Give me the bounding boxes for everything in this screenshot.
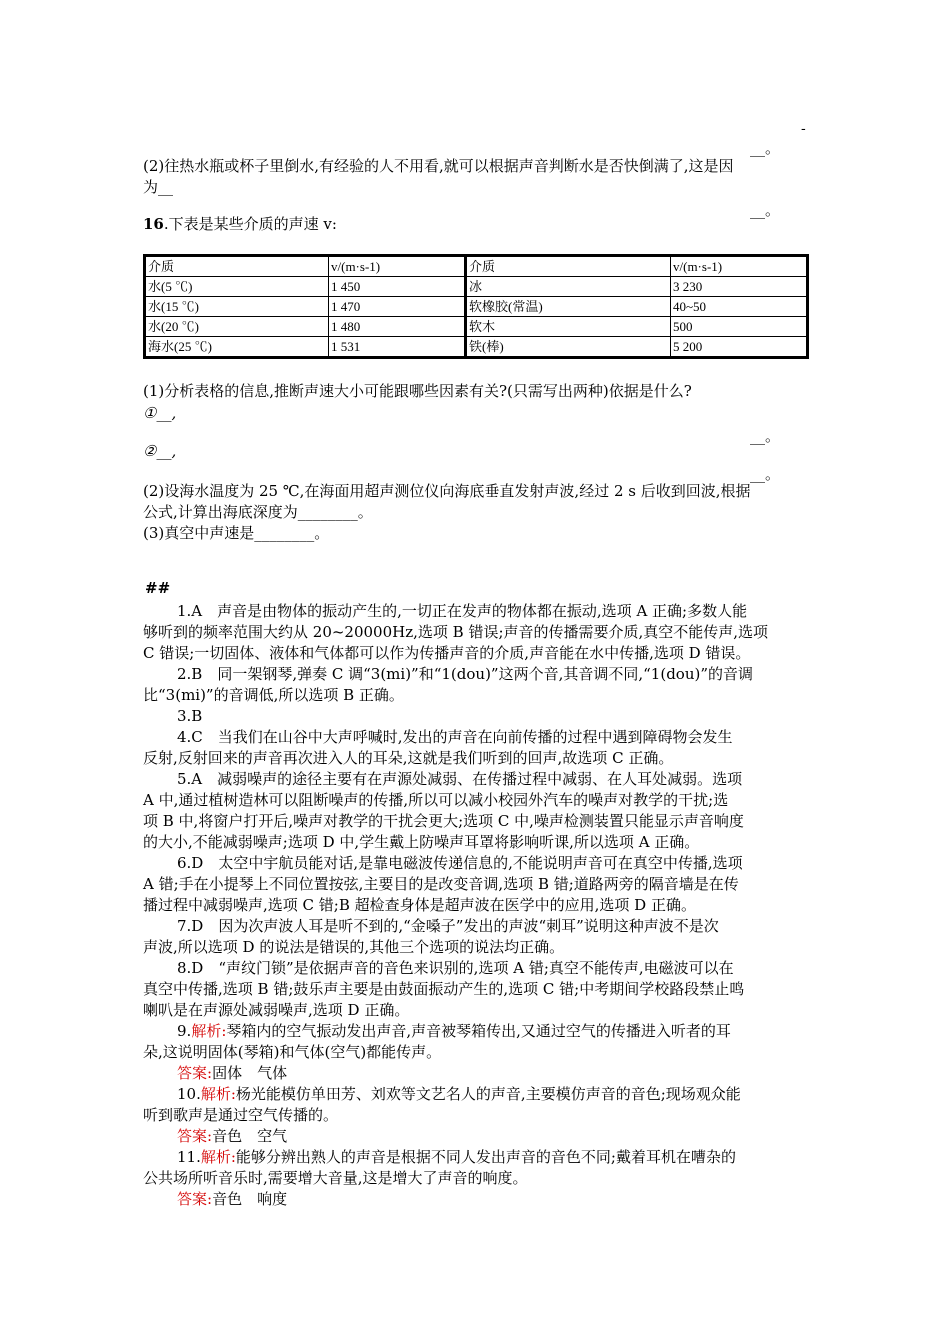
answer-blank-tail: __。 bbox=[749, 201, 780, 219]
answer-line: 1.A 声音是由物体的振动产生的,一切正在发声的物体都在振动,选项 A 正确;多数人能 bbox=[177, 602, 748, 620]
answer-line: 听到歌声是通过空气传播的。 bbox=[143, 1106, 339, 1124]
answer-line: 6.D 太空中宇航员能对话,是靠电磁波传递信息的,不能说明声音可在真空中传播,选项 bbox=[177, 854, 743, 872]
answer-number: 10. bbox=[177, 1085, 201, 1103]
analysis-label: 解析: bbox=[200, 1148, 236, 1166]
table-cell: 1 531 bbox=[329, 337, 466, 358]
table-cell: 1 450 bbox=[329, 277, 466, 297]
answer-number: 9. bbox=[177, 1022, 192, 1040]
sound-speed-table bbox=[143, 254, 809, 359]
table-header-cell: 介质 bbox=[466, 256, 671, 277]
table-cell: 冰 bbox=[466, 277, 671, 297]
answer-label: 答案: bbox=[177, 1190, 213, 1208]
table-row bbox=[145, 277, 808, 297]
answer-line bbox=[143, 1021, 731, 1042]
answer-line bbox=[143, 1189, 287, 1210]
table-header-cell: v/(m·s-1) bbox=[329, 256, 466, 277]
answer-line: 喇叭是在声源处减弱噪声,选项 D 正确。 bbox=[143, 1001, 410, 1019]
answer-line: 的大小,不能减弱噪声;选项 D 中,学生戴上防噪声耳罩将影响听课,所以选项 A 正确。 bbox=[143, 833, 700, 851]
table-cell: 水(5 ℃) bbox=[145, 277, 329, 297]
answer-line: 项 B 中,将窗户打开后,噪声对教学的干扰会更大;选项 C 中,噪声检测装置只能显示声音响度 bbox=[143, 812, 744, 830]
table-header-cell: v/(m·s-1) bbox=[671, 256, 808, 277]
table-cell: 3 230 bbox=[671, 277, 808, 297]
answer-label: 答案: bbox=[177, 1064, 213, 1082]
answer-line bbox=[143, 1126, 287, 1147]
table-cell: 软木 bbox=[466, 317, 671, 337]
answer-line: 4.C 当我们在山谷中大声呼喊时,发出的声音在向前传播的过程中遇到障碍物会发生 bbox=[177, 728, 733, 746]
answer-line bbox=[143, 1084, 741, 1105]
answer-line: 8.D “声纹门锁”是依据声音的音色来识别的,选项 A 错;真空不能传声,电磁波可以在 bbox=[177, 959, 734, 977]
table-row bbox=[145, 337, 808, 358]
answer-line: A 中,通过植树造林可以阻断噪声的传播,所以可以减小校园外汽车的噪声对教学的干扰;选 bbox=[143, 791, 729, 809]
answer-line: A 错;手在小提琴上不同位置按弦,主要目的是改变音调,选项 B 错;道路两旁的隔音墙是在传 bbox=[143, 875, 739, 893]
analysis-text: 杨光能模仿单田芳、刘欢等文艺名人的声音,主要模仿声音的音色;现场观众能 bbox=[235, 1085, 741, 1103]
answer-line: 公共场所听音乐时,需要增大音量,这是增大了声音的响度。 bbox=[143, 1169, 528, 1187]
answer-blank-tail: __。 bbox=[749, 465, 780, 483]
answer-label: 答案: bbox=[177, 1127, 213, 1145]
question-16-title bbox=[143, 214, 337, 234]
table-cell: 1 470 bbox=[329, 297, 466, 317]
table-cell: 1 480 bbox=[329, 317, 466, 337]
question-16-part1: (1)分析表格的信息,推断声速大小可能跟哪些因素有关?(只需写出两种)依据是什么? bbox=[143, 382, 692, 400]
answer-line: 够听到的频率范围大约从 20~20000Hz,选项 B 错误;声音的传播需要介质,真空不能传声,选项 bbox=[143, 623, 769, 641]
table-cell: 软橡胶(常温) bbox=[466, 297, 671, 317]
analysis-label: 解析: bbox=[200, 1085, 236, 1103]
answer-line: 5.A 减弱噪声的途径主要有在声源处减弱、在传播过程中减弱、在人耳处减弱。选项 bbox=[177, 770, 743, 788]
table-row bbox=[145, 317, 808, 337]
question-16-part2-line2: 公式,计算出海底深度为________。 bbox=[143, 503, 373, 521]
question-16-part3: (3)真空中声速是________。 bbox=[143, 524, 330, 542]
answer-line: 声波,所以选项 D 的说法是错误的,其他三个选项的说法均正确。 bbox=[143, 938, 565, 956]
table-cell: 40~50 bbox=[671, 297, 808, 317]
answers-marker: ## bbox=[145, 579, 171, 597]
answer-number: 11. bbox=[177, 1148, 201, 1166]
analysis-label: 解析: bbox=[191, 1022, 227, 1040]
answer-line: 真空中传播,选项 B 错;鼓乐声主要是由鼓面振动产生的,选项 C 错;中考期间学校路段禁止鸣 bbox=[143, 980, 745, 998]
table-header-row bbox=[145, 256, 808, 277]
question-15-part2-line2: 为__ bbox=[143, 178, 174, 196]
question-number: 16 bbox=[143, 215, 164, 233]
table-cell: 铁(棒) bbox=[466, 337, 671, 358]
table-cell: 500 bbox=[671, 317, 808, 337]
answer-line: 反射,反射回来的声音再次进入人的耳朵,这就是我们听到的回声,故选项 C 正确。 bbox=[143, 749, 674, 767]
table-cell: 水(20 ℃) bbox=[145, 317, 329, 337]
answer-text: 固体 气体 bbox=[212, 1064, 288, 1082]
answer-line: 比“3(mi)”的音调低,所以选项 B 正确。 bbox=[143, 686, 404, 704]
question-text: .下表是某些介质的声速 v: bbox=[163, 215, 337, 233]
blank-item-2: ②__, bbox=[143, 442, 177, 460]
question-16-part2-line1: (2)设海水温度为 25 ℃,在海面用超声测位仪向海底垂直发射声波,经过 2 s 后收到回波,根据 bbox=[143, 482, 751, 500]
answer-blank-tail: __。 bbox=[749, 139, 780, 157]
answer-line: 2.B 同一架钢琴,弹奏 C 调“3(mi)”和“1(dou)”这两个音,其音调不同,“1(dou)”的音调 bbox=[177, 665, 754, 683]
table-row bbox=[145, 297, 808, 317]
analysis-text: 能够分辨出熟人的声音是根据不同人发出声音的音色不同;戴着耳机在嘈杂的 bbox=[235, 1148, 736, 1166]
table-header-cell: 介质 bbox=[145, 256, 329, 277]
answer-line: C 错误;一切固体、液体和气体都可以作为传播声音的介质,声音能在水中传播,选项 D 错误。 bbox=[143, 644, 751, 662]
table-cell: 海水(25 ℃) bbox=[145, 337, 329, 358]
table-cell: 水(15 ℃) bbox=[145, 297, 329, 317]
answer-text: 音色 空气 bbox=[212, 1127, 288, 1145]
page-mark: - bbox=[801, 121, 806, 137]
answer-line bbox=[143, 1063, 287, 1084]
answer-line: 7.D 因为次声波人耳是听不到的,“金嗓子”发出的声波“刺耳”说明这种声波不是次 bbox=[177, 917, 719, 935]
analysis-text: 琴箱内的空气振动发出声音,声音被琴箱传出,又通过空气的传播进入听者的耳 bbox=[226, 1022, 731, 1040]
question-15-part2-line1: (2)往热水瓶或杯子里倒水,有经验的人不用看,就可以根据声音判断水是否快倒满了,这是因 bbox=[143, 157, 734, 175]
answer-blank-tail: __。 bbox=[749, 427, 780, 445]
answer-line: 播过程中减弱噪声,选项 C 错;B 超检查身体是超声波在医学中的应用,选项 D 正确。 bbox=[143, 896, 696, 914]
answer-line: 朵,这说明固体(琴箱)和气体(空气)都能传声。 bbox=[143, 1043, 442, 1061]
answer-line: 3.B bbox=[177, 707, 203, 725]
answer-text: 音色 响度 bbox=[212, 1190, 288, 1208]
answer-line bbox=[143, 1147, 736, 1168]
blank-item-1: ①__, bbox=[143, 404, 177, 422]
table-cell: 5 200 bbox=[671, 337, 808, 358]
